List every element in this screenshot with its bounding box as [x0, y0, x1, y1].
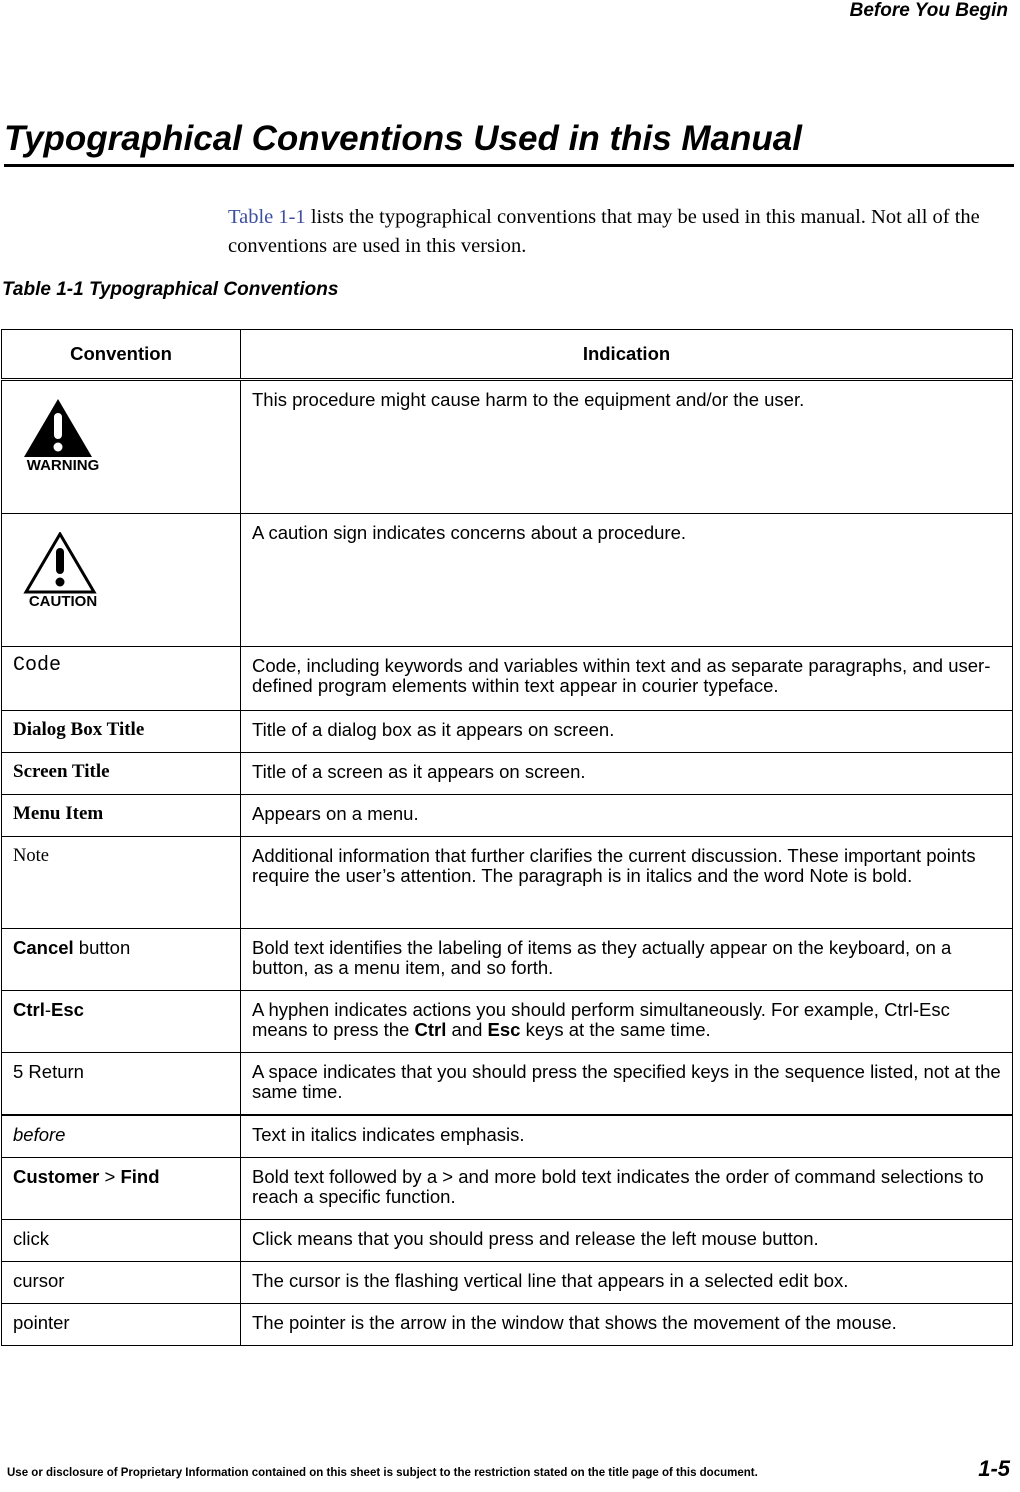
conventions-table — [1, 329, 1013, 1346]
proprietary-notice: Use or disclosure of Proprietary Information contained on this sheet is subject to the restriction stated on the title page of this document. — [7, 1467, 758, 1479]
table-row-pointer — [2, 1304, 1013, 1346]
table-row-dialog-box-title — [2, 711, 1013, 753]
key-esc: Esc — [51, 999, 84, 1020]
table-cross-reference-link[interactable]: Table 1-1 — [228, 206, 306, 228]
table-row-before — [2, 1115, 1013, 1158]
indication-cell: The pointer is the arrow in the window that shows the movement of the mouse. — [241, 1304, 1013, 1346]
table-header-row — [2, 330, 1013, 380]
table-row-customer-find — [2, 1158, 1013, 1220]
convention-cell — [2, 380, 241, 514]
key-ctrl: Ctrl — [13, 999, 45, 1020]
indication-cell: Bold text followed by a > and more bold text indicates the order of command selections to reach a specific function. — [241, 1158, 1013, 1220]
table-row-return — [2, 1053, 1013, 1116]
convention-cell — [2, 991, 241, 1053]
convention-cell: Dialog Box Title — [2, 711, 241, 753]
table-row-cancel-button — [2, 929, 1013, 991]
indication-cell: Text in italics indicates emphasis. — [241, 1115, 1013, 1158]
convention-cell: cursor — [2, 1262, 241, 1304]
table-row-caution — [2, 514, 1013, 647]
intro-text: lists the typographical conventions that may be used in this manual. Not all of the conventions are used in this version. — [228, 206, 980, 257]
menu-path-customer: Customer — [13, 1166, 100, 1187]
convention-cell: 5 Return — [2, 1053, 241, 1116]
indication-text: and — [446, 1019, 488, 1040]
indication-cell: Bold text identifies the labeling of items as they actually appear on the keyboard, on a button, as a menu item, and so forth. — [241, 929, 1013, 991]
table-row-ctrl-esc — [2, 991, 1013, 1053]
indication-cell: Title of a screen as it appears on screen. — [241, 753, 1013, 795]
page-number: 1-5 — [978, 1456, 1010, 1481]
indication-text: keys at the same time. — [520, 1019, 711, 1040]
convention-cell: Note — [2, 837, 241, 929]
convention-bold-text: Cancel — [13, 937, 74, 958]
indication-cell: Appears on a menu. — [241, 795, 1013, 837]
warning-icon-label: WARNING — [26, 457, 100, 474]
menu-path-find: Find — [120, 1166, 160, 1187]
column-header-convention: Convention — [2, 330, 241, 380]
convention-cell: click — [2, 1220, 241, 1262]
convention-cell: pointer — [2, 1304, 241, 1346]
table-row-code — [2, 647, 1013, 711]
convention-cell: Menu Item — [2, 795, 241, 837]
intro-paragraph — [228, 203, 1013, 261]
convention-cell — [2, 929, 241, 991]
key-separator: - — [44, 999, 52, 1020]
section-title: Typographical Conventions Used in this Manual — [4, 119, 1014, 167]
column-header-indication: Indication — [241, 330, 1013, 380]
convention-cell: before — [2, 1115, 241, 1158]
table-row-menu-item — [2, 795, 1013, 837]
indication-cell: Click means that you should press and release the left mouse button. — [241, 1220, 1013, 1262]
indication-bold-esc: Esc — [487, 1019, 521, 1040]
caution-icon-label: CAUTION — [28, 593, 98, 610]
indication-bold-ctrl: Ctrl — [414, 1019, 447, 1040]
indication-cell — [241, 991, 1013, 1053]
table-row-warning — [2, 380, 1013, 514]
indication-text: A hyphen indicates actions you should perform simultaneously. For example, Ctrl-Esc means to press the — [252, 999, 950, 1040]
convention-plain-text: button — [73, 937, 131, 958]
indication-cell: Title of a dialog box as it appears on screen. — [241, 711, 1013, 753]
table-row-screen-title — [2, 753, 1013, 795]
table-caption: Table 1-1 Typographical Conventions — [2, 279, 339, 300]
indication-cell: Code, including keywords and variables within text and as separate paragraphs, and user-defined program elements within text appear in courier typeface. — [241, 647, 1013, 711]
warning-icon — [22, 399, 106, 477]
indication-cell: Additional information that further clarifies the current discussion. These important points require the user’s attention. The paragraph is in italics and the word Note is bold. — [241, 837, 1013, 929]
convention-cell: Code — [2, 647, 241, 711]
table-row-click — [2, 1220, 1013, 1262]
convention-cell: Screen Title — [2, 753, 241, 795]
indication-cell: A caution sign indicates concerns about a procedure. — [241, 514, 1013, 647]
table-row-note — [2, 837, 1013, 929]
table-row-cursor — [2, 1262, 1013, 1304]
indication-cell: The cursor is the flashing vertical line that appears in a selected edit box. — [241, 1262, 1013, 1304]
running-header: Before You Begin — [849, 0, 1008, 21]
indication-cell: This procedure might cause harm to the equipment and/or the user. — [241, 380, 1013, 514]
caution-icon — [22, 532, 106, 610]
indication-cell: A space indicates that you should press the specified keys in the sequence listed, not at the same time. — [241, 1053, 1013, 1116]
convention-cell — [2, 514, 241, 647]
convention-cell — [2, 1158, 241, 1220]
menu-path-separator: > — [99, 1166, 121, 1187]
